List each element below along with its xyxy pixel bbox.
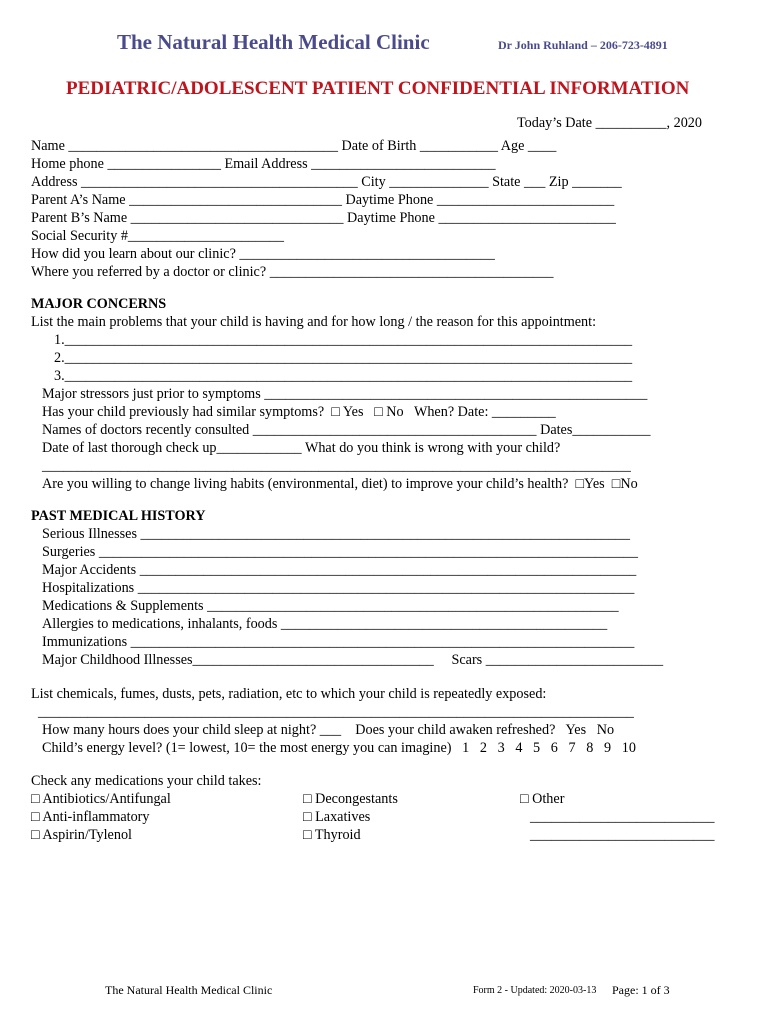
concern-item-2[interactable]: 2.________________________________________________________________________________ [54,350,633,366]
exposure-question: List chemicals, fumes, dusts, pets, radiation, etc to which your child is repeatedly exposed: [31,686,547,702]
major-concerns-intro: List the main problems that your child is having and for how long / the reason for this appointment: [31,314,597,330]
surgeries-line[interactable]: Surgeries ____________________________________________________________________________ [42,544,638,560]
other-med-blank-1[interactable]: __________________________ [530,809,715,825]
concern-item-3[interactable]: 3.________________________________________________________________________________ [54,368,633,384]
name-line[interactable]: Name ______________________________________ Date of Birth ___________ Age ____ [31,138,557,154]
medications-prompt: Check any medications your child takes: [31,773,262,789]
footer-clinic-name: The Natural Health Medical Clinic [105,983,273,997]
whats-wrong-blank[interactable]: ___________________________________________________________________________________ [42,458,631,474]
med-checkbox-other[interactable]: □ Other [520,791,565,807]
accidents-line[interactable]: Major Accidents ______________________________________________________________________ [42,562,637,578]
parent-b-line[interactable]: Parent B’s Name ______________________________ Daytime Phone _________________________ [31,210,616,226]
todays-date-field[interactable]: Today’s Date __________, 2020 [517,115,702,131]
similar-symptoms-line[interactable]: Has your child previously had similar symptoms? □ Yes □ No When? Date: _________ [42,404,556,420]
referral-line[interactable]: Where you referred by a doctor or clinic? ________________________________________ [31,264,554,280]
immunizations-line[interactable]: Immunizations _______________________________________________________________________ [42,634,635,650]
stressors-line[interactable]: Major stressors just prior to symptoms ______________________________________________________ [42,386,648,402]
serious-illnesses-line[interactable]: Serious Illnesses _____________________________________________________________________ [42,526,630,542]
medications-supplements-line[interactable]: Medications & Supplements __________________________________________________________ [42,598,619,614]
exposure-blank[interactable]: ____________________________________________________________________________________ [38,704,634,720]
doctors-consulted-line[interactable]: Names of doctors recently consulted ________________________________________ Dates___________ [42,422,651,438]
med-checkbox-aspirin[interactable]: □ Aspirin/Tylenol [31,827,132,843]
med-checkbox-antibiotics[interactable]: □ Antibiotics/Antifungal [31,791,171,807]
concern-item-1[interactable]: 1.________________________________________________________________________________ [54,332,633,348]
address-line[interactable]: Address _______________________________________ City ______________ State ___ Zip _______ [31,174,622,190]
ssn-line[interactable]: Social Security #______________________ [31,228,284,244]
hospitalizations-line[interactable]: Hospitalizations ______________________________________________________________________ [42,580,635,596]
med-checkbox-decongestants[interactable]: □ Decongestants [303,791,398,807]
sleep-line[interactable]: How many hours does your child sleep at night? ___ Does your child awaken refreshed? Yes No [42,722,615,738]
footer-page-number: Page: 1 of 3 [612,983,670,997]
allergies-line[interactable]: Allergies to medications, inhalants, foods ______________________________________________ [42,616,608,632]
childhood-illnesses-line[interactable]: Major Childhood Illnesses__________________________________ Scars _________________________ [42,652,664,668]
learn-about-clinic-line[interactable]: How did you learn about our clinic? ____________________________________ [31,246,495,262]
last-checkup-line[interactable]: Date of last thorough check up____________ What do you think is wrong with your child? [42,440,561,456]
form-title: PEDIATRIC/ADOLESCENT PATIENT CONFIDENTIAL INFORMATION [66,78,690,99]
med-checkbox-laxatives[interactable]: □ Laxatives [303,809,371,825]
clinic-name: The Natural Health Medical Clinic [117,30,430,54]
past-history-heading: PAST MEDICAL HISTORY [31,508,206,524]
home-phone-line[interactable]: Home phone ________________ Email Address __________________________ [31,156,496,172]
med-checkbox-anti-inflammatory[interactable]: □ Anti-inflammatory [31,809,150,825]
doctor-contact: Dr John Ruhland – 206-723-4891 [498,38,668,52]
med-checkbox-thyroid[interactable]: □ Thyroid [303,827,361,843]
willing-change-line[interactable]: Are you willing to change living habits (environmental, diet) to improve your child’s health? □Yes □No [42,476,638,492]
footer-form-version: Form 2 - Updated: 2020-03-13 [473,985,597,996]
other-med-blank-2[interactable]: __________________________ [530,827,715,843]
parent-a-line[interactable]: Parent A’s Name ______________________________ Daytime Phone _________________________ [31,192,615,208]
major-concerns-heading: MAJOR CONCERNS [31,296,167,312]
energy-level-line[interactable]: Child’s energy level? (1= lowest, 10= the most energy you can imagine) 1 2 3 4 5 6 7 8 9 10 [42,740,636,756]
